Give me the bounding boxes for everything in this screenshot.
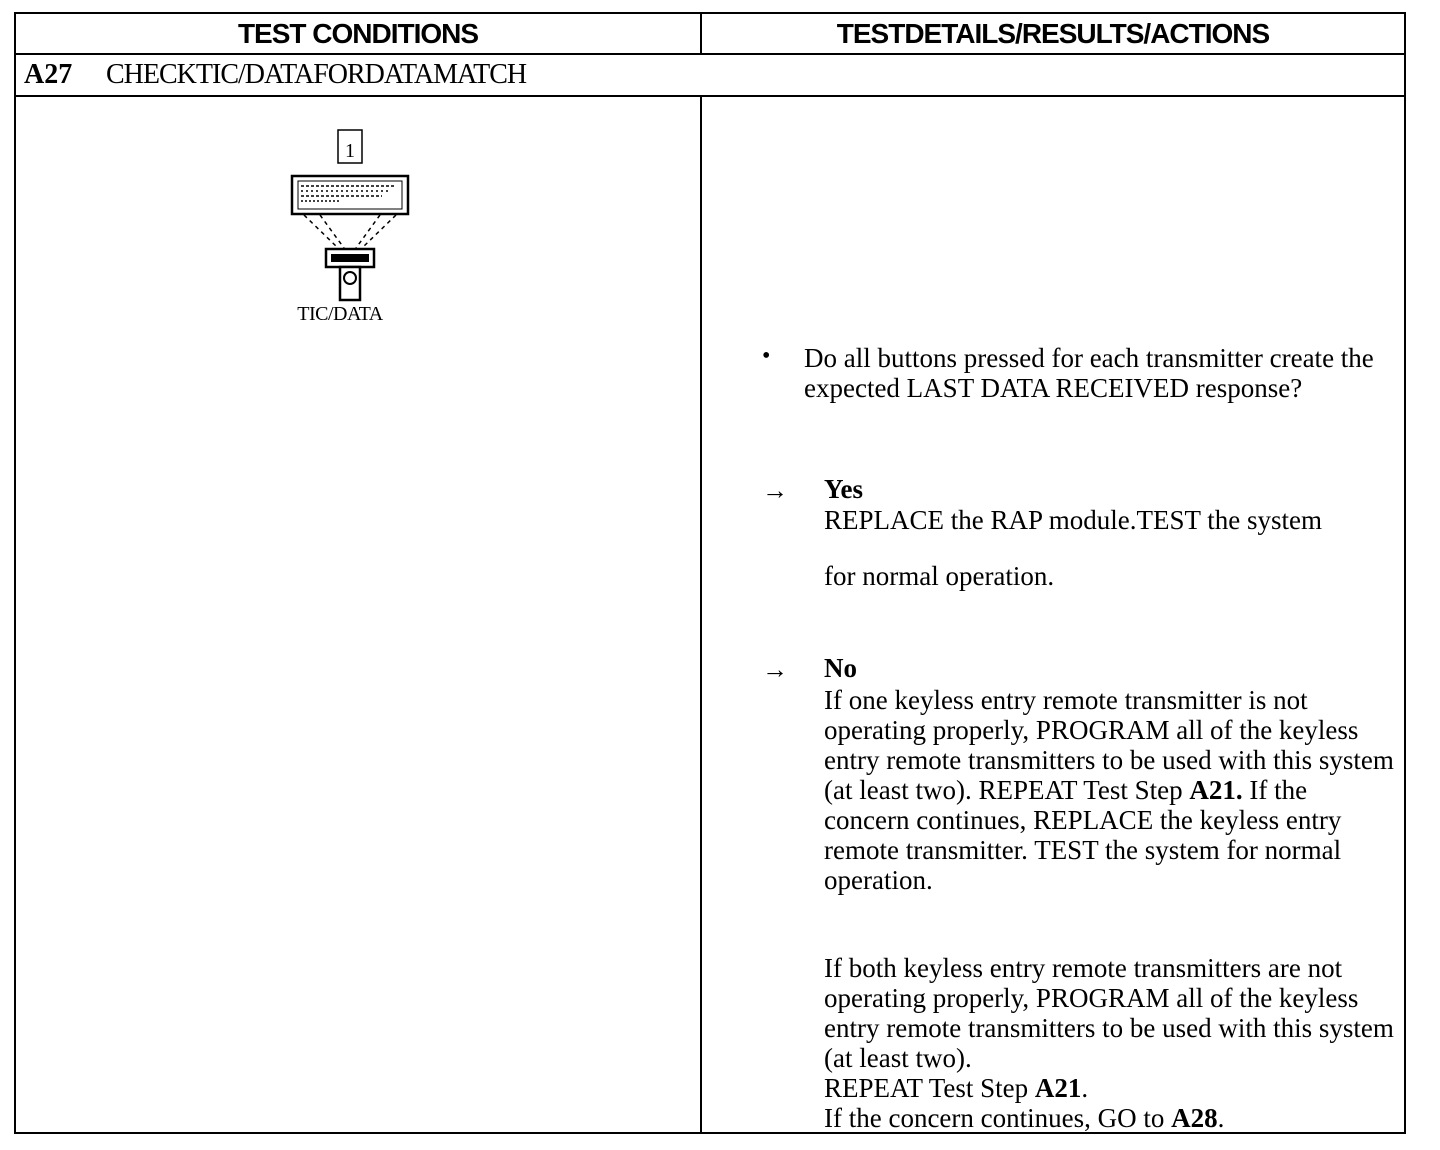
view-line <box>356 215 380 248</box>
column-divider <box>700 97 702 1134</box>
yes-action-line1: REPLACE the RAP module.TEST the system <box>824 505 1322 535</box>
table-header-row <box>16 14 1404 55</box>
screen-display <box>292 176 408 214</box>
no-p1-text-b: If the concern continues, REPLACE the keyless entry remote transmitter. TEST the system for normal operation. <box>824 775 1342 895</box>
test-details-header: TESTDETAILS/RESULTS/ACTIONS <box>836 18 1270 49</box>
view-line <box>304 215 338 248</box>
view-line <box>320 215 344 248</box>
test-conditions-header: TEST CONDITIONS <box>237 18 479 49</box>
step-id: A27 <box>24 59 73 90</box>
no-p2-text-a: If both keyless entry remote transmitters are not operating properly, PROGRAM all of the keyless entry remote transmitters to be used with this system (at least two). <box>824 953 1394 1073</box>
step-ref-a28[interactable]: A28 <box>1171 1103 1218 1133</box>
question-text: Do all buttons pressed for each transmitter create the expected LAST DATA RECEIVED response? <box>804 343 1374 403</box>
step-ref-a21[interactable]: A21 <box>1034 1073 1082 1103</box>
no-p2-dot: . <box>1081 1073 1089 1103</box>
view-line <box>362 215 396 248</box>
no-p2-goto: If the concern continues, GO to <box>824 1103 1172 1133</box>
no-p2-repeat: REPEAT Test Step <box>824 1073 1035 1103</box>
no-action-paragraph-2 <box>824 953 1394 1133</box>
step-ref-a21[interactable]: A21. <box>1189 775 1243 805</box>
diagram-label: TIC/DATA <box>297 303 383 325</box>
no-p2-end: . <box>1217 1103 1225 1133</box>
bullet-icon: • <box>762 343 771 369</box>
no-p1-text-a: If one keyless entry remote transmitter is not operating properly, PROGRAM all of the keyless entry remote transmitters to be used with this system (at least two). REPEAT Test Step <box>824 685 1394 805</box>
no-action-paragraph-1 <box>824 685 1394 895</box>
tool-button <box>344 272 356 284</box>
header-divider <box>700 14 702 55</box>
arrow-right-icon: → <box>762 476 788 505</box>
yes-action-line2: for normal operation. <box>824 561 1055 591</box>
callout-number: 1 <box>345 140 355 162</box>
tool-head-window <box>331 254 369 262</box>
step-title: CHECKTIC/DATAFORDATAMATCH <box>106 59 527 90</box>
arrow-right-icon: → <box>762 655 788 684</box>
yes-label: Yes <box>824 474 863 504</box>
no-label: No <box>824 653 857 683</box>
step-title-row <box>16 55 1404 97</box>
